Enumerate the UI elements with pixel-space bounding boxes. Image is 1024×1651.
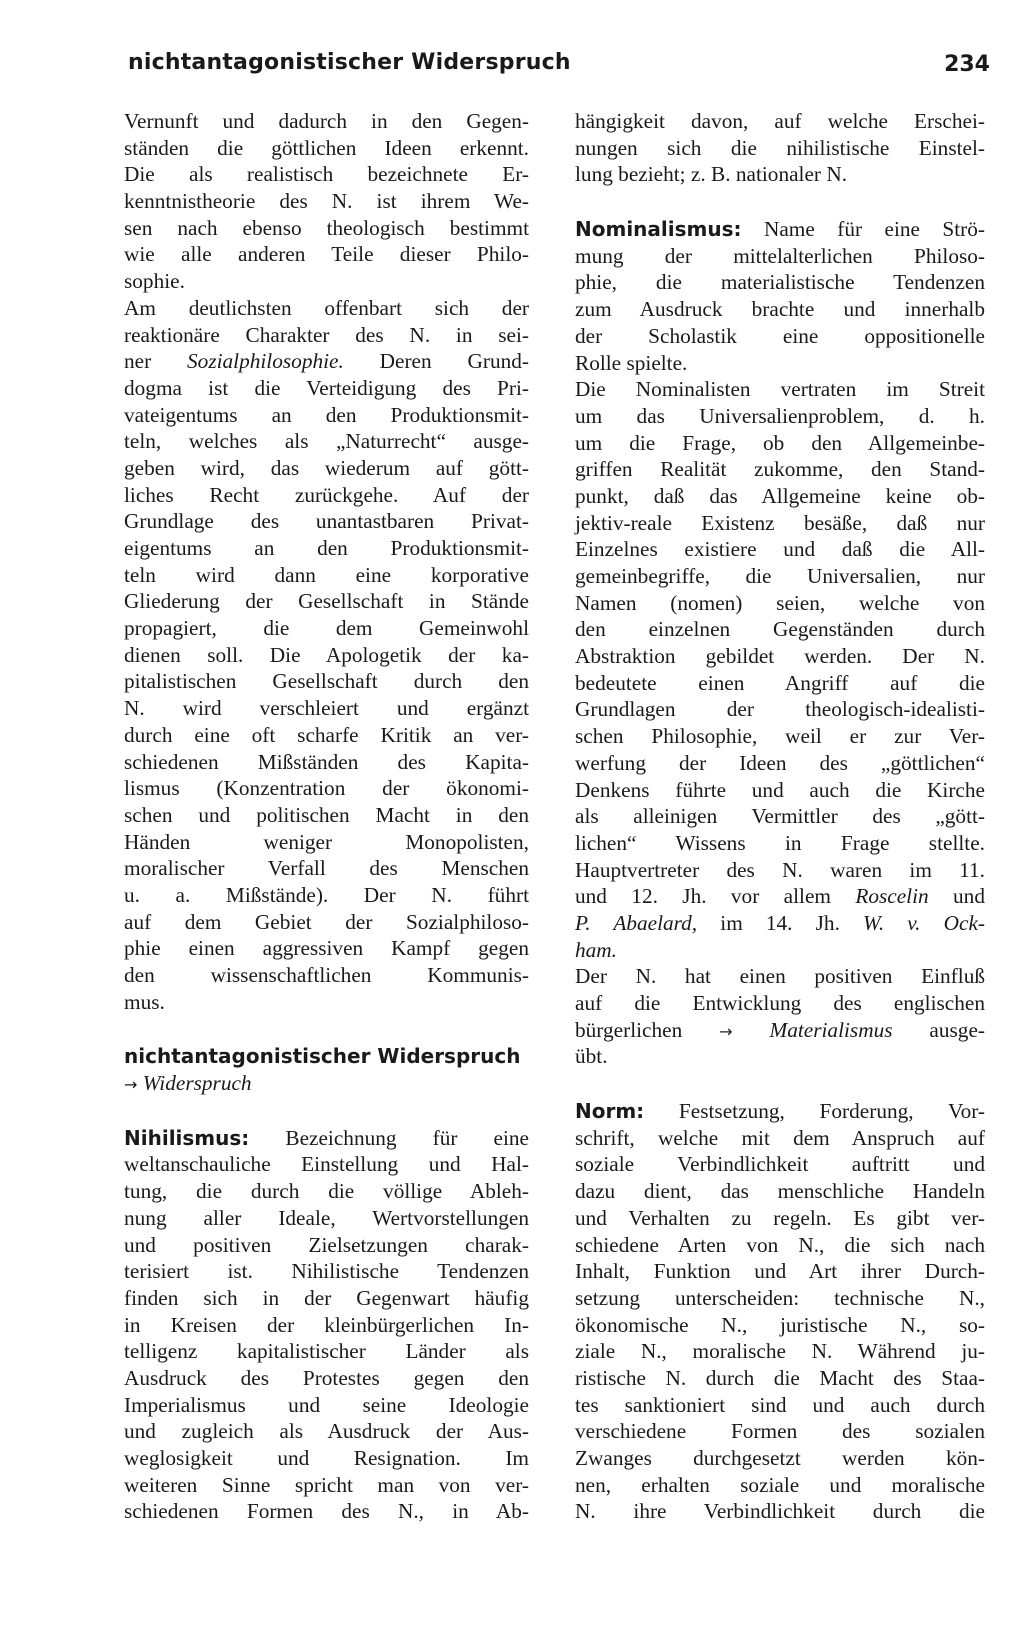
text-line: propagiert, die dem Gemeinwohl xyxy=(124,616,529,641)
text-line: soziale Verbindlichkeit auftritt und xyxy=(575,1152,985,1177)
text-line: vateigentums an den Produktionsmit- xyxy=(124,402,529,427)
text-line: tung, die durch die völlige Ableh- xyxy=(124,1179,529,1204)
text-line: phie, die materialistische Tendenzen xyxy=(575,270,985,295)
arrow-icon: → xyxy=(124,1075,138,1095)
text-line: um die Frage, ob den Allgemeinbe- xyxy=(575,430,985,455)
text-line: teln, welches als „Naturrecht“ ausge- xyxy=(124,429,529,454)
text-line: griffen Realität zukomme, den Stand- xyxy=(575,457,985,482)
text-line: bedeutete einen Angriff auf die xyxy=(575,670,985,695)
entry-nihilismus xyxy=(124,1125,529,1525)
text-line: hängigkeit davon, auf welche Erschei- xyxy=(575,109,985,133)
text-line: Rolle spielte. xyxy=(575,350,688,375)
text-line: liches Recht zurückgehe. Auf der xyxy=(124,482,529,507)
italic-term: Sozialphilosophie. xyxy=(187,349,344,374)
text-line: schiedenen Mißständen des Kapita- xyxy=(124,749,529,774)
text-line: zum Ausdruck brachte und innerhalb xyxy=(575,297,985,322)
text-span: Deren Grund- xyxy=(343,349,529,374)
text-span: ausge- xyxy=(892,1017,986,1042)
text-line: schiedenen Formen des N., in Ab- xyxy=(124,1499,529,1524)
text-line: schen Philosophie, weil er zur Ver- xyxy=(575,724,985,749)
text-line: werfung der Ideen des „göttlichen“ xyxy=(575,750,985,775)
text-line: Hauptvertreter des N. waren im 11. xyxy=(575,857,985,882)
page-header xyxy=(128,50,990,90)
text-span: ner xyxy=(124,349,188,374)
text-line: lung bezieht; z. B. nationaler N. xyxy=(575,162,848,187)
text-line: Händen weniger Monopolisten, xyxy=(124,829,529,854)
text-line: Zwanges durchgesetzt werden kön- xyxy=(575,1446,985,1470)
text-line: Grundlagen der theologisch-idealisti- xyxy=(575,697,985,722)
text-line: weiteren Sinne spricht man von ver- xyxy=(124,1472,529,1497)
text-line: moralischer Verfall des Menschen xyxy=(124,856,529,881)
text-line: und zugleich als Ausdruck der Aus- xyxy=(124,1419,529,1444)
text-line: ham. xyxy=(575,937,618,962)
text-line: durch eine oft scharfe Kritik an ver- xyxy=(124,722,529,747)
text-line: ziale N., moralische N. Während ju- xyxy=(575,1339,985,1364)
text-line xyxy=(124,1125,529,1152)
text-line: sophie. xyxy=(124,269,185,294)
text-line: ristische N. durch die Macht des Staa- xyxy=(575,1365,985,1390)
text-line: N. ihre Verbindlichkeit durch die xyxy=(575,1499,985,1524)
cross-reference-target: Materialismus xyxy=(732,1017,893,1042)
text-line: ökonomische N., juristische N., so- xyxy=(575,1312,985,1337)
text-line: Inhalt, Funktion und Art ihrer Durch- xyxy=(575,1259,985,1284)
text-line: Grundlage des unantastbaren Privat- xyxy=(124,509,529,534)
text-line: nen, erhalten soziale und moralische xyxy=(575,1472,985,1497)
text-line: terisiert ist. Nihilistische Tendenzen xyxy=(124,1259,529,1284)
text-line: finden sich in der Gegenwart häufig xyxy=(124,1285,529,1310)
text-line: u. a. Mißstände). Der N. führt xyxy=(124,882,529,907)
text-span: bürgerlichen xyxy=(575,1017,720,1042)
text-line: eigentums an den Produktionsmit- xyxy=(124,536,529,560)
text-line: als alleinigen Vermittler des „gött- xyxy=(575,804,985,829)
text-line: dazu dient, das menschliche Handeln xyxy=(575,1179,985,1204)
text-line: wie alle anderen Teile dieser Philo- xyxy=(124,242,529,267)
text-line: Denkens führte und auch die Kirche xyxy=(575,777,985,802)
right-column xyxy=(575,108,985,1525)
text-line: nung aller Ideale, Wertvorstellungen xyxy=(124,1205,529,1230)
italic-name: Roscelin xyxy=(855,884,929,909)
text-line: teln wird dann eine korporative xyxy=(124,562,529,587)
text-line: N. wird verschleiert und ergänzt xyxy=(124,696,529,721)
entry-nichtantagonistischer-widerspruch xyxy=(124,1043,529,1096)
text-span: Name für eine Strö- xyxy=(741,217,985,242)
text-line: übt. xyxy=(575,1044,608,1069)
continuation-paragraph xyxy=(124,108,529,295)
text-line: jektiv-reale Existenz besäße, daß nur xyxy=(575,510,985,535)
text-line: Die Nominalisten vertraten im Streit xyxy=(575,377,985,402)
text-line: Vernunft und dadurch in den Gegen- xyxy=(124,109,529,133)
headword: Norm: xyxy=(575,1099,645,1124)
text-line: auf dem Gebiet der Sozialphiloso- xyxy=(124,909,529,934)
text-line: Die als realistisch bezeichnete Er- xyxy=(124,162,529,187)
text-line: schrift, welche mit dem Anspruch auf xyxy=(575,1125,985,1150)
cross-reference[interactable] xyxy=(124,1070,529,1097)
headword: Nominalismus: xyxy=(575,217,742,242)
text-line: dienen soll. Die Apologetik der ka- xyxy=(124,642,529,667)
entry-gap xyxy=(124,1097,529,1125)
text-line: Gliederung der Gesellschaft in Stände xyxy=(124,589,529,614)
text-line: Am deutlichsten offenbart sich der xyxy=(124,295,529,320)
text-line: Abstraktion gebildet werden. Der N. xyxy=(575,644,985,669)
text-line: in Kreisen der kleinbürgerlichen In- xyxy=(124,1312,529,1337)
entry-gap xyxy=(575,1070,985,1098)
text-line: ständen die göttlichen Ideen erkennt. xyxy=(124,135,529,160)
text-line: weglosigkeit und Resignation. Im xyxy=(124,1446,529,1470)
text-line: der Scholastik eine oppositionelle xyxy=(575,323,985,348)
cross-reference-line[interactable] xyxy=(575,1017,985,1044)
text-line: tes sanktioniert sind und auch durch xyxy=(575,1392,985,1417)
headword: nichtantagonistischer Widerspruch xyxy=(124,1044,521,1069)
text-line: Der N. hat einen positiven Einfluß xyxy=(575,964,985,989)
italic-name: P. Abaelard, xyxy=(575,910,698,935)
text-line xyxy=(575,883,985,910)
text-span: und 12. Jh. vor allem xyxy=(575,884,856,909)
entry-nominalismus xyxy=(575,216,985,1070)
text-line: Ausdruck des Protestes gegen den xyxy=(124,1365,529,1390)
text-line: reaktionäre Charakter des N. in sei- xyxy=(124,322,529,347)
text-line: Einzelnes existiere und daß die All- xyxy=(575,537,985,562)
text-line: dogma ist die Verteidigung des Pri- xyxy=(124,375,529,400)
cross-reference-target: Widerspruch xyxy=(142,1071,252,1096)
text-line: punkt, daß das Allgemeine keine ob- xyxy=(575,483,985,508)
text-line: weltanschauliche Einstellung und Hal- xyxy=(124,1152,529,1177)
text-line: den wissenschaftlichen Kommunis- xyxy=(124,963,529,987)
text-line: auf die Entwicklung des englischen xyxy=(575,991,985,1015)
text-line: lichen“ Wissens in Frage stellte. xyxy=(575,830,985,855)
left-column xyxy=(124,108,529,1525)
headword: Nihilismus: xyxy=(124,1125,250,1150)
text-line xyxy=(124,348,529,375)
text-line: schiedene Arten von N., die sich nach xyxy=(575,1232,985,1257)
text-span: im 14. Jh. xyxy=(697,910,864,935)
text-line: phie einen aggressiven Kampf gegen xyxy=(124,936,529,961)
page-number: 234 xyxy=(944,52,990,77)
text-line: und Verhalten zu regeln. Es gibt ver- xyxy=(575,1205,985,1230)
text-line xyxy=(575,1098,985,1125)
text-line: nungen sich die nihilistische Einstel- xyxy=(575,135,985,160)
entry-gap xyxy=(575,188,985,216)
text-line xyxy=(575,910,985,937)
text-line: gemeinbegriffe, die Universalien, nur xyxy=(575,564,985,588)
text-line: um das Universalienproblem, d. h. xyxy=(575,403,985,428)
text-line: sen nach ebenso theologisch bestimmt xyxy=(124,215,529,240)
arrow-icon: → xyxy=(719,1021,733,1041)
entry-gap xyxy=(124,1015,529,1043)
text-line: den einzelnen Gegenständen durch xyxy=(575,617,985,642)
text-line: schen und politischen Macht in den xyxy=(124,802,529,827)
text-line: Namen (nomen) seien, welche von xyxy=(575,590,985,615)
text-line: setzung unterscheiden: technische N., xyxy=(575,1285,985,1310)
italic-name: W. v. Ock- xyxy=(863,910,985,935)
text-span: Festsetzung, Forderung, Vor- xyxy=(644,1099,985,1124)
entry-norm xyxy=(575,1098,985,1525)
body-paragraph xyxy=(124,295,529,1016)
text-line: kenntnistheorie des N. ist ihrem We- xyxy=(124,189,529,214)
text-line: geben wird, das wiederum auf gött- xyxy=(124,455,529,480)
text-span: Bezeichnung für eine xyxy=(249,1125,529,1150)
text-line: lismus (Konzentration der ökonomi- xyxy=(124,776,529,801)
text-line: pitalistischen Gesellschaft durch den xyxy=(124,669,529,694)
text-line: mus. xyxy=(124,989,165,1014)
text-line: telligenz kapitalistischer Länder als xyxy=(124,1339,529,1364)
text-line: mung der mittelalterlichen Philoso- xyxy=(575,243,985,268)
running-head: nichtantagonistischer Widerspruch xyxy=(128,50,571,75)
text-line: Imperialismus und seine Ideologie xyxy=(124,1392,529,1417)
text-line: verschiedene Formen des sozialen xyxy=(575,1419,985,1444)
text-line: und positiven Zielsetzungen charak- xyxy=(124,1232,529,1257)
text-span: und xyxy=(928,884,985,909)
continuation-paragraph xyxy=(575,108,985,188)
text-line xyxy=(575,216,985,243)
